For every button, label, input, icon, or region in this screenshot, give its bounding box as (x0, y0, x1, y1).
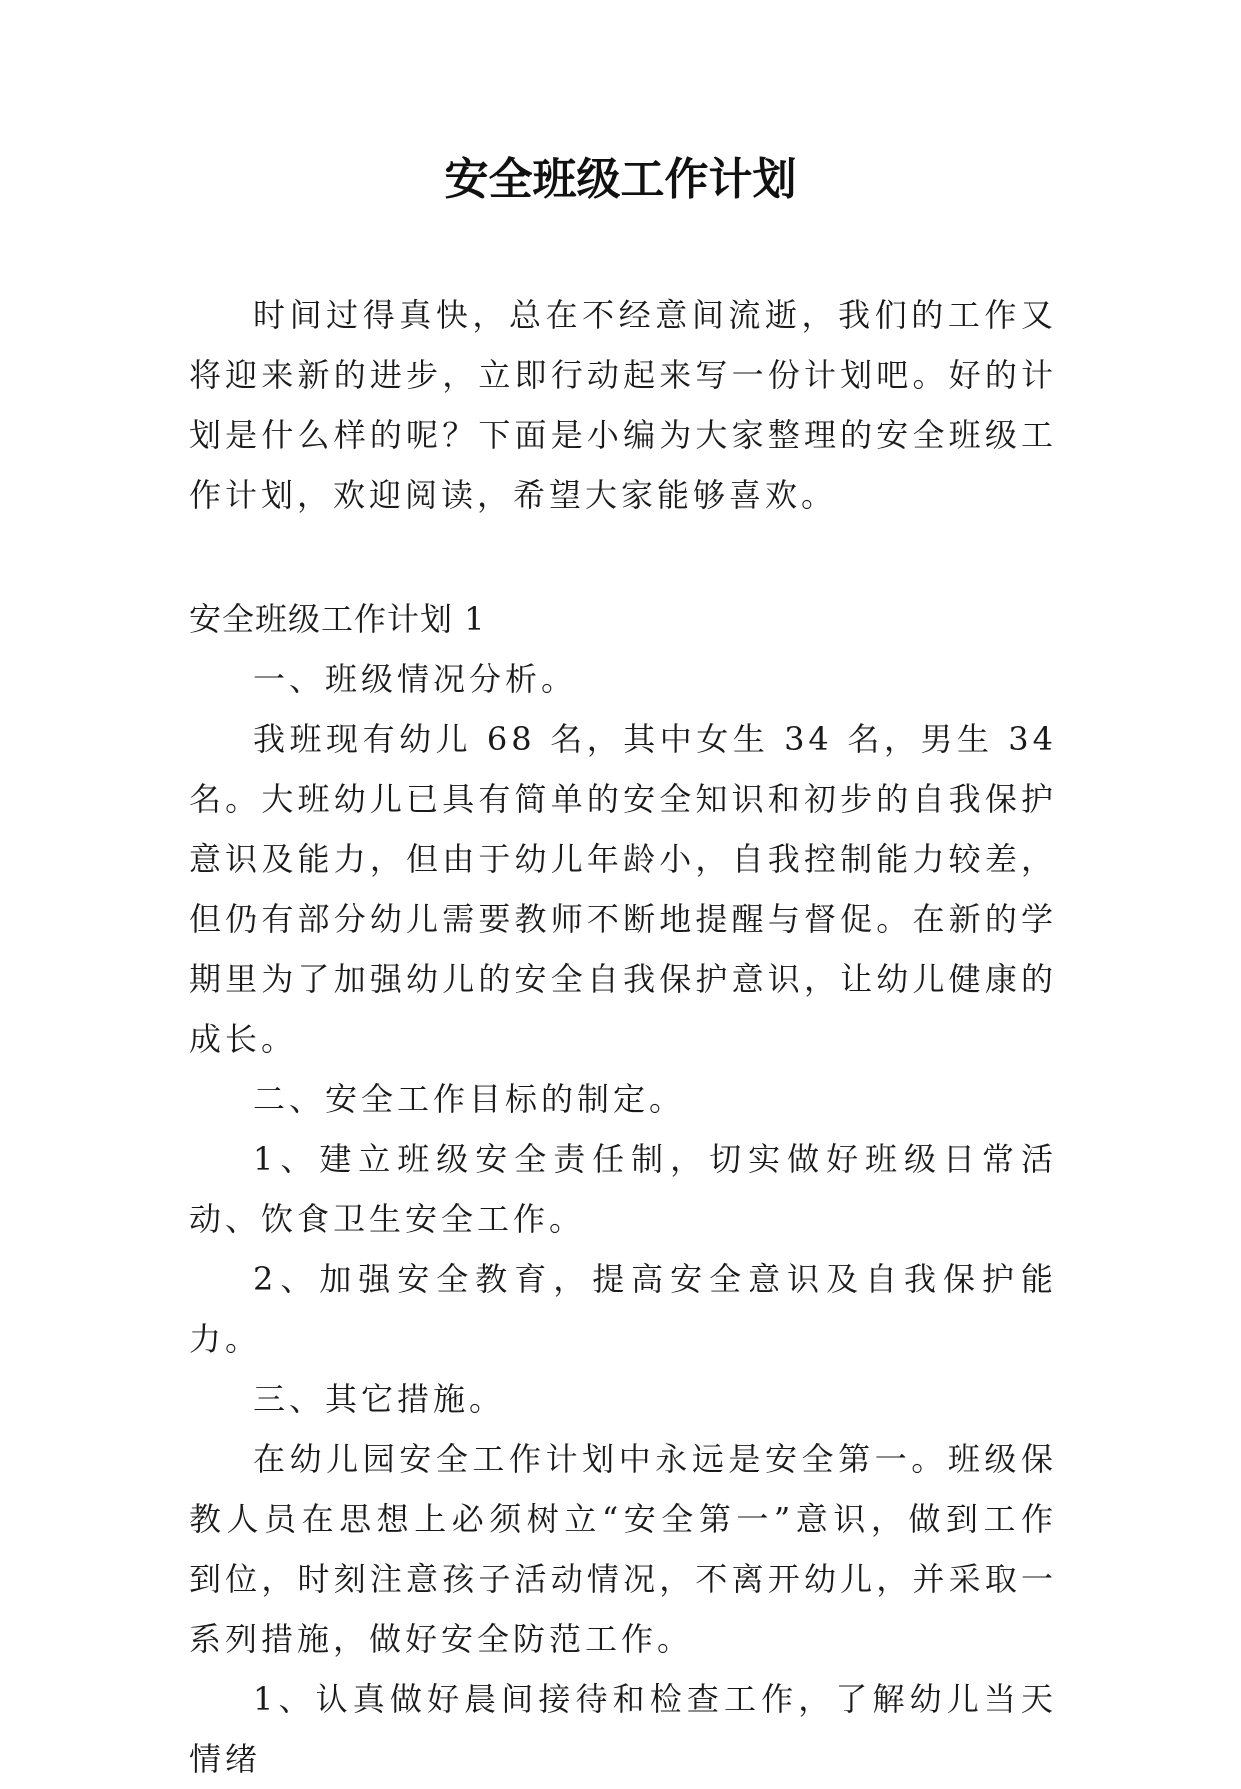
body-paragraph: 在幼儿园安全工作计划中永远是安全第一。班级保教人员在思想上必须树立“安全第一”意识，做到工作到位，时刻注意孩子活动情况，不离开幼儿，并采取一系列措施，做好安全防范工作。 (189, 1440, 1057, 1658)
body-paragraph: 1、认真做好晨间接待和检查工作，了解幼儿当天情绪 (189, 1680, 1057, 1778)
section-heading: 安全班级工作计划 1 (189, 600, 486, 638)
intro-paragraph: 时间过得真快，总在不经意间流逝，我们的工作又将迎来新的进步，立即行动起来写一份计划吧。好的计划是什么样的呢？下面是小编为大家整理的安全班级工作计划，欢迎阅读，希望大家能够喜欢。 (189, 296, 1057, 514)
document-body (189, 285, 1057, 1789)
body-paragraph: 三、其它措施。 (253, 1380, 506, 1418)
body-paragraph: 2、加强安全教育，提高安全意识及自我保护能力。 (189, 1260, 1057, 1358)
body-paragraph: 二、安全工作目标的制定。 (253, 1080, 686, 1118)
paragraph-gap (189, 525, 1057, 589)
body-paragraph: 1、建立班级安全责任制，切实做好班级日常活动、饮食卫生安全工作。 (189, 1140, 1057, 1238)
body-paragraph: 一、班级情况分析。 (253, 660, 578, 698)
body-paragraph: 我班现有幼儿 68 名，其中女生 34 名，男生 34 名。大班幼儿已具有简单的安全知识和初步的自我保护意识及能力，但由于幼儿年龄小，自我控制能力较差，但仍有部分幼儿需要教师不断地提醒与督促。在新的学期里为了加强幼儿的安全自我保护意识，让幼儿健康的成长。 (189, 720, 1057, 1058)
document-title: 安全班级工作计划 (444, 154, 797, 205)
